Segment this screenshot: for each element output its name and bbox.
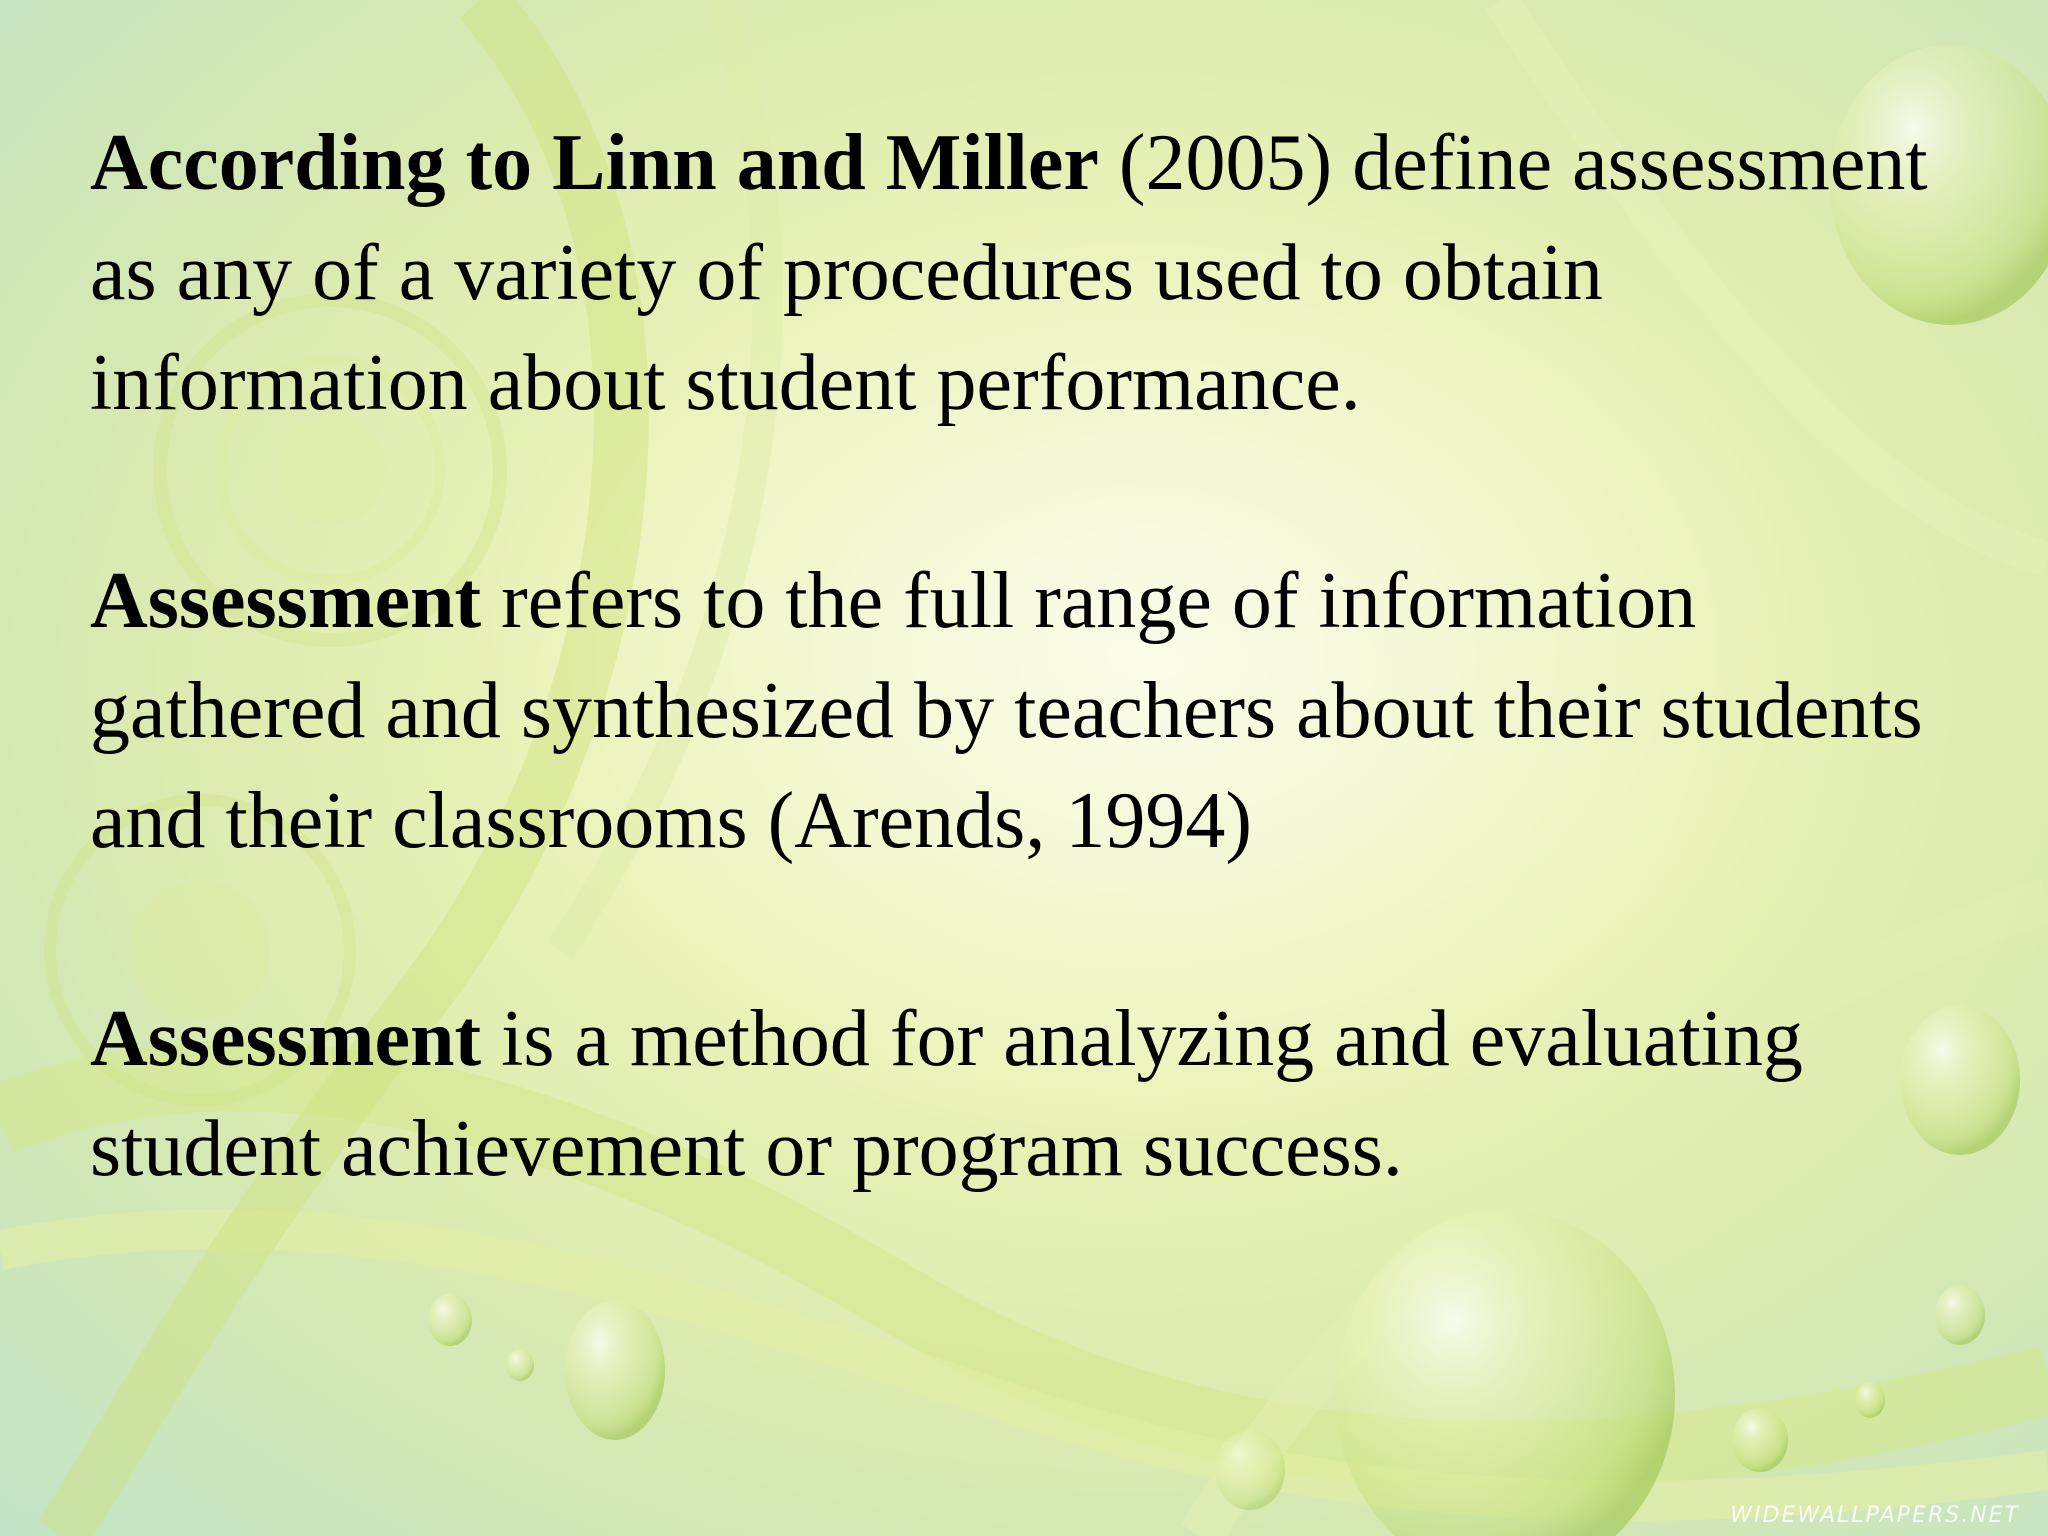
watermark: WIDEWALLPAPERS.NET	[1730, 1503, 2020, 1528]
paragraph-lead: According to Linn and Miller	[90, 119, 1099, 207]
definition-paragraph	[90, 984, 1990, 1204]
paragraph-text: is a method for analyzing and evaluating student achievement or program success.	[90, 995, 1803, 1193]
slide-body	[90, 108, 1990, 1204]
definition-paragraph	[90, 108, 1990, 438]
definition-paragraph	[90, 546, 1990, 876]
paragraph-text: refers to the full range of information gathered and synthesized by teachers about their students and their classrooms (Arends, 1994)	[90, 557, 1923, 865]
paragraph-lead: Assessment	[90, 995, 482, 1083]
paragraph-text: (2005) define assessment as any of a variety of procedures used to obtain information about student performance.	[90, 119, 1928, 427]
paragraph-lead: Assessment	[90, 557, 482, 645]
